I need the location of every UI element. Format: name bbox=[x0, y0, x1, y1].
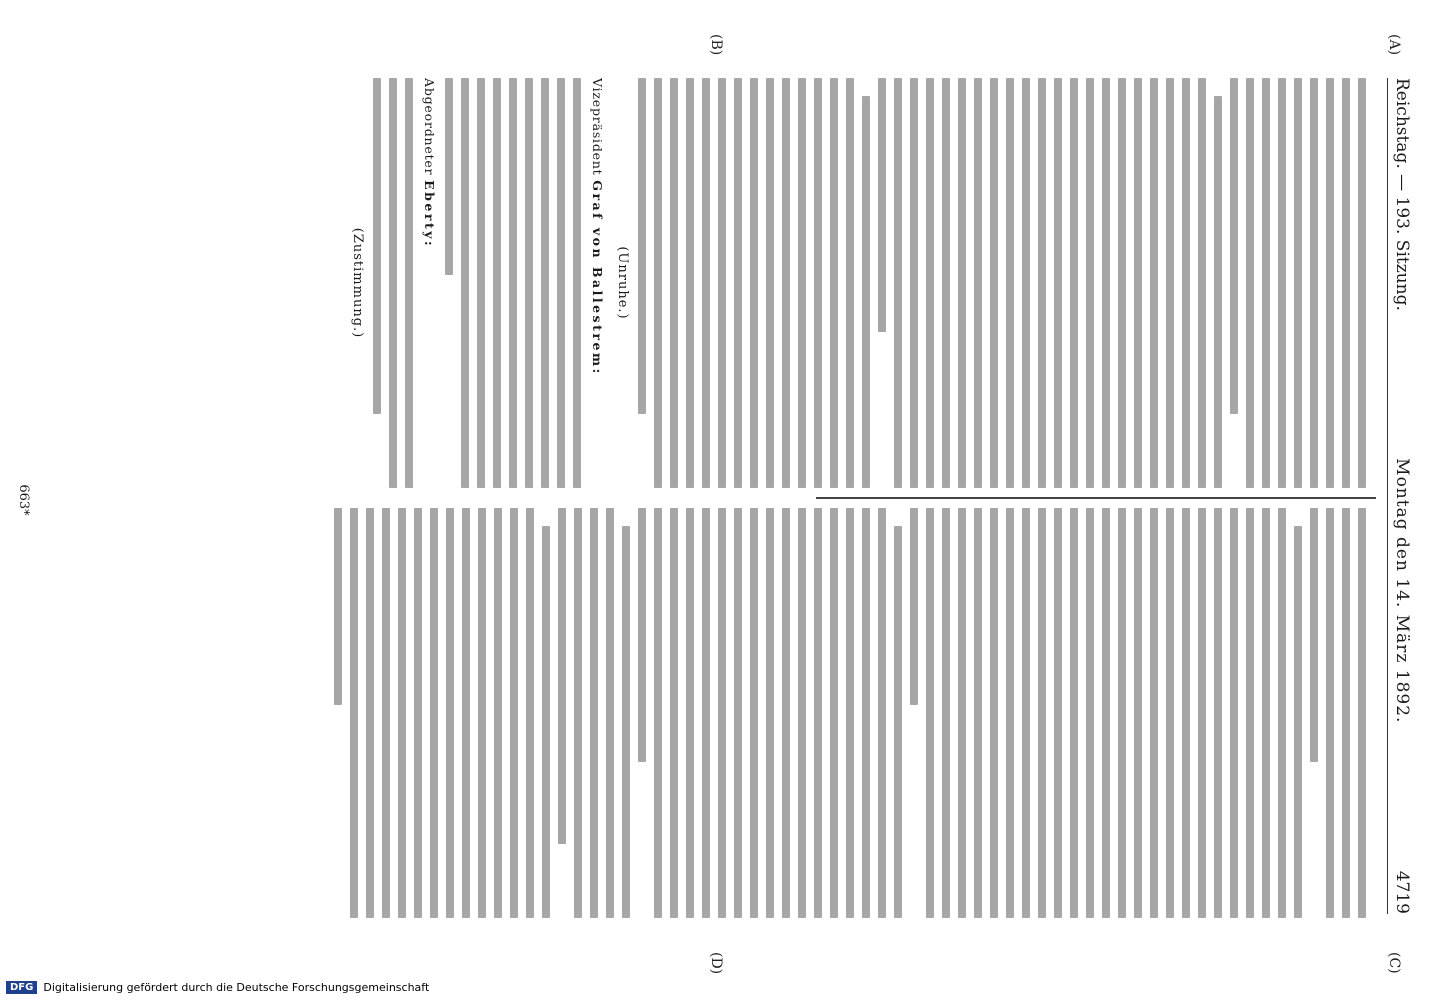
text-line bbox=[766, 508, 774, 918]
text-line bbox=[558, 508, 566, 844]
text-line bbox=[1326, 78, 1334, 488]
text-line bbox=[1006, 508, 1014, 918]
speaker-title: Abgeordneter bbox=[422, 78, 437, 176]
text-line bbox=[1102, 508, 1110, 918]
text-line bbox=[1118, 508, 1126, 918]
text-line bbox=[1294, 526, 1302, 918]
speaker-heading bbox=[589, 78, 605, 488]
text-line bbox=[878, 78, 886, 332]
text-line bbox=[1006, 78, 1014, 488]
text-line bbox=[1246, 508, 1254, 918]
text-line bbox=[1278, 78, 1286, 488]
text-line bbox=[1198, 78, 1206, 488]
text-line bbox=[461, 78, 469, 488]
text-line bbox=[1198, 508, 1206, 918]
text-line bbox=[686, 508, 694, 918]
text-line bbox=[894, 78, 902, 488]
speaker-name: Eberty: bbox=[422, 180, 437, 249]
text-line bbox=[1278, 508, 1286, 918]
text-line bbox=[878, 508, 886, 918]
margin-marker-a: (A) bbox=[1386, 34, 1402, 56]
text-line bbox=[846, 78, 854, 488]
text-line bbox=[462, 508, 470, 918]
dfg-logo: DFG bbox=[6, 981, 37, 994]
text-line bbox=[1230, 508, 1238, 918]
text-line bbox=[1342, 78, 1350, 488]
text-line bbox=[606, 508, 614, 918]
text-line bbox=[373, 78, 381, 414]
text-line bbox=[1166, 78, 1174, 488]
paragraph bbox=[910, 508, 1302, 918]
text-line bbox=[1358, 508, 1366, 918]
text-line bbox=[1358, 78, 1366, 488]
text-line bbox=[942, 78, 950, 488]
text-line bbox=[1054, 78, 1062, 488]
text-line bbox=[446, 508, 454, 918]
text-line bbox=[750, 78, 758, 488]
text-line bbox=[926, 78, 934, 488]
text-line bbox=[958, 78, 966, 488]
text-line bbox=[382, 508, 390, 918]
text-line bbox=[1038, 508, 1046, 918]
text-line bbox=[1262, 508, 1270, 918]
text-line bbox=[1262, 78, 1270, 488]
text-line bbox=[670, 78, 678, 488]
text-line bbox=[414, 508, 422, 918]
text-line bbox=[398, 508, 406, 918]
text-line bbox=[830, 508, 838, 918]
text-line bbox=[910, 508, 918, 705]
text-line bbox=[557, 78, 565, 488]
paragraph bbox=[638, 508, 902, 918]
speaker-name: Graf von Ballestrem: bbox=[590, 180, 605, 376]
margin-marker-b: (B) bbox=[708, 34, 724, 56]
text-line bbox=[766, 78, 774, 488]
text-line bbox=[718, 78, 726, 488]
text-line bbox=[1070, 78, 1078, 488]
left-column bbox=[56, 78, 1374, 488]
text-line bbox=[1086, 508, 1094, 918]
paragraph bbox=[878, 78, 1222, 488]
text-line bbox=[445, 78, 453, 275]
text-line bbox=[1134, 78, 1142, 488]
text-line bbox=[1230, 78, 1238, 414]
text-line bbox=[1326, 508, 1334, 918]
text-line bbox=[366, 508, 374, 918]
text-line bbox=[1294, 78, 1302, 488]
text-line bbox=[638, 78, 646, 414]
text-line bbox=[1022, 508, 1030, 918]
paragraph bbox=[1310, 508, 1366, 918]
text-line bbox=[1182, 508, 1190, 918]
text-line bbox=[1166, 508, 1174, 918]
paragraph bbox=[373, 78, 437, 488]
text-line bbox=[702, 508, 710, 918]
text-line bbox=[814, 508, 822, 918]
text-line bbox=[750, 508, 758, 918]
text-line bbox=[1214, 508, 1222, 918]
text-line bbox=[1070, 508, 1078, 918]
text-line bbox=[782, 78, 790, 488]
text-line bbox=[638, 508, 646, 762]
text-line bbox=[389, 78, 397, 488]
text-line bbox=[1038, 78, 1046, 488]
text-line bbox=[1246, 78, 1254, 488]
paragraph bbox=[558, 508, 630, 918]
text-line bbox=[830, 78, 838, 488]
text-line bbox=[670, 508, 678, 918]
paragraph bbox=[638, 78, 870, 488]
text-line bbox=[1022, 78, 1030, 488]
text-line bbox=[1310, 78, 1318, 488]
text-line bbox=[814, 78, 822, 488]
digitization-note bbox=[6, 981, 429, 994]
paragraph bbox=[445, 78, 605, 488]
text-line bbox=[1118, 78, 1126, 488]
text-line bbox=[510, 508, 518, 918]
text-line bbox=[622, 526, 630, 918]
text-line bbox=[1086, 78, 1094, 488]
interjection-zustimmung: (Zustimmung.) bbox=[350, 227, 365, 339]
text-line bbox=[1342, 508, 1350, 918]
text-line bbox=[894, 526, 902, 918]
text-line bbox=[686, 78, 694, 488]
paragraph bbox=[1230, 78, 1366, 488]
text-line bbox=[1310, 508, 1318, 762]
text-line bbox=[574, 508, 582, 918]
text-line bbox=[1134, 508, 1142, 918]
paragraph bbox=[334, 508, 550, 918]
text-line bbox=[862, 508, 870, 918]
text-line bbox=[1150, 78, 1158, 488]
text-line bbox=[494, 508, 502, 918]
text-line bbox=[1214, 96, 1222, 488]
text-line bbox=[477, 78, 485, 488]
footer-page-number: 663* bbox=[16, 484, 31, 516]
text-line bbox=[654, 508, 662, 918]
text-line bbox=[958, 508, 966, 918]
text-line bbox=[350, 508, 358, 918]
text-line bbox=[798, 508, 806, 918]
text-line bbox=[525, 78, 533, 488]
text-line bbox=[862, 96, 870, 488]
text-line bbox=[478, 508, 486, 918]
text-line bbox=[526, 508, 534, 918]
running-header bbox=[1387, 78, 1416, 914]
text-line bbox=[974, 508, 982, 918]
text-line bbox=[1182, 78, 1190, 488]
text-line bbox=[542, 526, 550, 918]
text-line bbox=[910, 78, 918, 488]
text-line bbox=[990, 78, 998, 488]
margin-marker-d: (D) bbox=[708, 952, 724, 975]
text-line bbox=[974, 78, 982, 488]
text-line bbox=[590, 508, 598, 918]
text-line bbox=[734, 78, 742, 488]
speaker-heading bbox=[421, 78, 437, 488]
header-center: Montag den 14. März 1892. bbox=[1392, 458, 1412, 724]
text-line bbox=[493, 78, 501, 488]
text-line bbox=[405, 78, 413, 488]
text-line bbox=[1102, 78, 1110, 488]
text-line bbox=[990, 508, 998, 918]
text-line bbox=[926, 508, 934, 918]
text-line bbox=[573, 78, 581, 488]
speaker-title: Vizepräsident bbox=[590, 78, 605, 176]
digitization-text: Digitalisierung gefördert durch die Deutsche Forschungsgemeinschaft bbox=[43, 981, 430, 994]
text-line bbox=[942, 508, 950, 918]
text-line bbox=[509, 78, 517, 488]
header-page-number: 4719 bbox=[1392, 870, 1412, 914]
right-column bbox=[56, 508, 1374, 918]
margin-marker-c: (C) bbox=[1386, 952, 1402, 974]
text-line bbox=[334, 508, 342, 705]
text-line bbox=[846, 508, 854, 918]
text-line bbox=[718, 508, 726, 918]
interjection-unruhe: (Unruhe.) bbox=[615, 246, 630, 320]
text-line bbox=[430, 508, 438, 918]
text-line bbox=[798, 78, 806, 488]
text-line bbox=[702, 78, 710, 488]
text-line bbox=[734, 508, 742, 918]
text-line bbox=[1150, 508, 1158, 918]
text-line bbox=[782, 508, 790, 918]
text-line bbox=[541, 78, 549, 488]
text-line bbox=[1054, 508, 1062, 918]
text-line bbox=[654, 78, 662, 488]
header-left: Reichstag. — 193. Sitzung. bbox=[1392, 78, 1412, 311]
column-divider bbox=[816, 497, 1376, 499]
